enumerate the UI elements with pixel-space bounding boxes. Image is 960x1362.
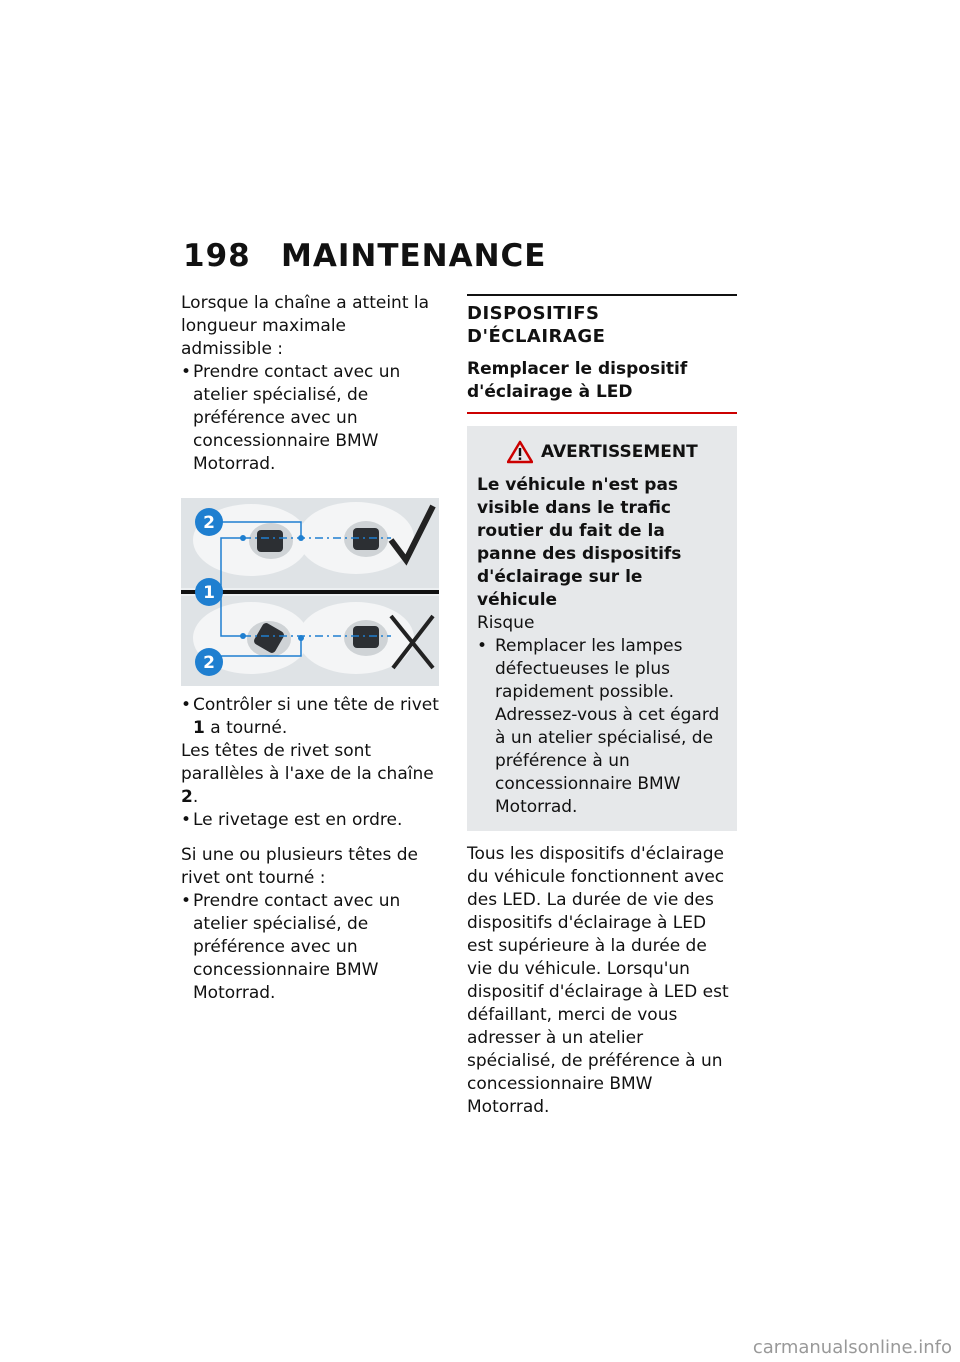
ref-number-1: 1 <box>193 718 205 738</box>
page-number: 198 <box>183 238 251 274</box>
warning-box <box>467 426 737 831</box>
watermark: carmanualsonline.info <box>752 1337 952 1358</box>
chain-rivet-figure <box>181 498 439 686</box>
bullet-check-rivet <box>181 694 439 740</box>
bullet-check-text: Contrôler si une tête de rivet <box>193 695 439 715</box>
badge-text-2-bottom: 2 <box>203 653 215 673</box>
parallel-text <box>181 740 439 809</box>
ref-number-2: 2 <box>181 787 193 807</box>
parallel-text-start: Les têtes de rivet sont parallèles à l'axe de la chaîne <box>181 741 434 784</box>
warning-header <box>507 440 727 464</box>
warning-bullet: • Remplacer les lampes défectueuses le plus rapidement possible. Adressez-vous à cet égard à un atelier spécialisé, de préférence à un concessionnaire BMW Motorrad. <box>477 635 727 819</box>
bullet-contact-1: • Prendre contact avec un atelier spécialisé, de préférence avec un concessionnaire BMW Motorrad. <box>181 361 439 476</box>
led-body-text: Tous les dispositifs d'éclairage du véhicule fonctionnent avec des LED. La durée de vie des dispositifs d'éclairage à LED est supérieure à la durée de vie du véhicule. Lorsqu'un dispositif d'éclairage à LED est défaillant, merci de vous adresser à un atelier spécialisé, de préférence à un concessionnaire BMW Motorrad. <box>467 844 729 1117</box>
bullet-riveting-ok: • Le rivetage est en ordre. <box>181 809 439 832</box>
label-badge-2-bottom <box>195 648 223 676</box>
rivet-turned-text: Si une ou plusieurs têtes de rivet ont tourné : <box>181 845 419 888</box>
bullet-contact-2: • Prendre contact avec un atelier spécialisé, de préférence avec un concessionnaire BMW Motorrad. <box>181 890 439 1005</box>
subsection-title: Remplacer le dispositif d'éclairage à LED <box>467 358 737 414</box>
bullet-check-text-end: a tourné. <box>204 718 288 738</box>
right-column <box>467 292 737 1119</box>
badge-text-2-top: 2 <box>203 513 215 533</box>
badge-text-1: 1 <box>203 583 215 603</box>
intro-text: Lorsque la chaîne a atteint la longueur maximale admissible : <box>181 293 430 359</box>
warning-label: AVERTISSEMENT <box>541 441 698 462</box>
label-badge-2-top <box>195 508 223 536</box>
chapter-title: MAINTENANCE <box>281 238 547 274</box>
chain-rivet-illustration <box>181 498 439 686</box>
warning-risk: Risque <box>477 613 535 633</box>
page-header <box>183 238 546 274</box>
section-title: DISPOSITIFS D'ÉCLAIRAGE <box>467 294 737 348</box>
parallel-text-end: . <box>192 787 199 807</box>
left-column <box>181 292 439 1005</box>
warning-triangle-icon <box>507 440 533 464</box>
label-badge-1 <box>195 578 223 606</box>
warning-title: Le véhicule n'est pas visible dans le trafic routier du fait de la panne des dispositifs d'éclairage sur le véhicule <box>477 475 682 610</box>
